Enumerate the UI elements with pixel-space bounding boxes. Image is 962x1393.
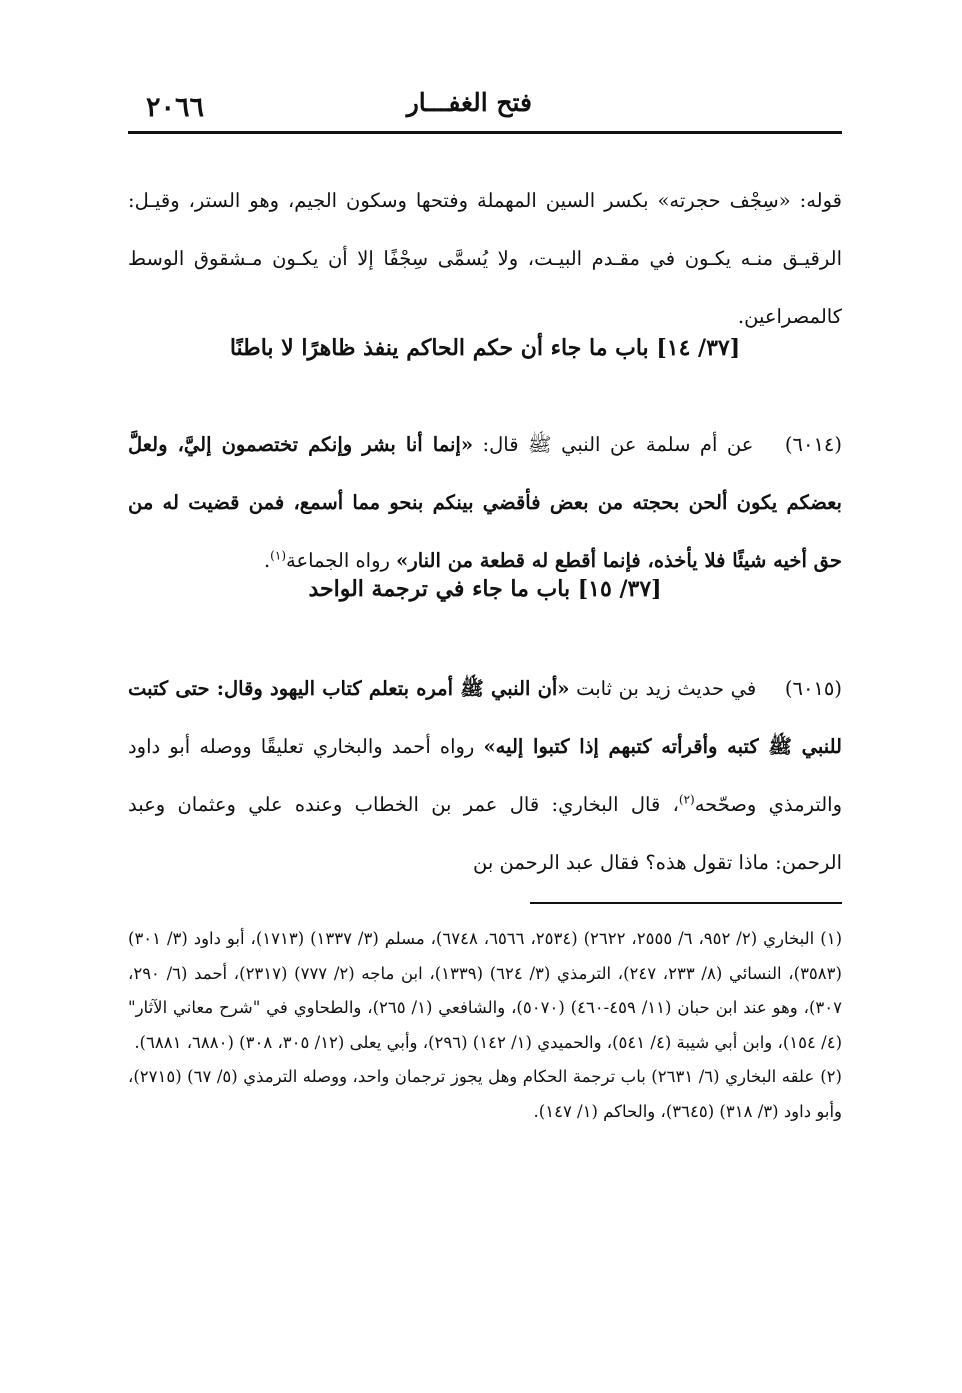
intro-paragraph: قوله: «سِجْف حجرته» بكسر السين المهملة وفتحها وسكون الجيم، وهو الستر، وقيـل: الرقيـق منـه يكـون في مقـدم البيـت، ولا يُسمَّى سِجْفًا إلا أن يكـون مـشقوق الوسط كالمصراعين.: [128, 188, 842, 328]
hadith-number: (٦٠١٥): [784, 676, 842, 700]
hadith-lead: عن أم سلمة عن النبي ﷺ قال:: [482, 432, 754, 456]
hadith-quote: «أن النبي ﷺ أمره بتعلم كتاب اليهود وقال: حتى كتبت للنبي ﷺ كتبه وأقرأته كتبهم إذا كتبوا إليه»: [128, 676, 842, 758]
footnote-text: البخاري (٢/ ٩٥٢، ٦/ ٢٥٥٥، ٢٦٢٢) (٢٥٣٤، ٦٥٦٦، ٦٧٤٨)، مسلم (٣/ ١٣٣٧) (١٧١٣)، أبو داود (٣/ ٣٠١) (٣٥٨٣)، النسائي (٨/ ٢٣٣، ٢٤٧)، الترمذي (٣/ ٦٢٤) (١٣٣٩)، ابن ماجه (٢/ ٧٧٧) (٢٣١٧)، أحمد (٦/ ٢٩٠، ٣٠٧)، وهو عند ابن حبان (١١/ ٤٥٩-٤٦٠) (٥٠٧٠)، والشافعي (١/ ٢٦٥)، والطحاوي في "شرح معاني الآثار" (٤/ ١٥٤)، وابن أبي شيبة (٤/ ٥٤١)، والحميدي (١/ ١٤٢) (٢٩٦)، وأبي يعلى (١٢/ ٣٠٥، ٣٠٨) (٦٨٨٠، ٦٨٨١).: [128, 929, 842, 1052]
footnote-text: علقه البخاري (٦/ ٢٦٣١) باب ترجمة الحكام وهل يجوز ترجمان واحد، ووصله الترمذي (٥/ ٦٧) (٢٧١٥)، وأبو داود (٣/ ٣١٨) (٣٦٤٥)، والحاكم (١/ ١٤٧).: [128, 1067, 842, 1121]
header-rule: [128, 131, 842, 134]
hadith-6014: (٦٠١٤) عن أم سلمة عن النبي ﷺ قال: «إنما أنا بشر وإنكم تختصمون إليَّ، ولعلَّ بعضكم يكون ألحن بحجته من بعض فأقضي بينكم بنحو مما أسمع، فمن قضيت له من حق أخيه شيئًا فلا يأخذه، فإنما أقطع له قطعة من النار» رواه الجماعة$^{(١)}$.: [128, 432, 843, 572]
page-number: ٢٠٦٦: [146, 92, 205, 123]
hadith-number: (٦٠١٤): [784, 432, 843, 456]
footnotes: [128, 922, 842, 1129]
footnote-number: (١): [820, 929, 843, 948]
hadith-6015: [128, 660, 842, 892]
footnote-ref-2[interactable]: (٢): [678, 792, 695, 806]
book-title: فتح الغفـــار: [406, 88, 532, 117]
hadith-quote: «إنما أنا بشر وإنكم تختصمون إليَّ، ولعلَّ بعضكم يكون ألحن بحجته من بعض فأقضي بينكم بنحو مما أسمع، فمن قضيت له من حق أخيه شيئًا فلا يأخذه، فإنما أقطع له قطعة من النار»: [128, 432, 842, 572]
footnote-ref-1[interactable]: (١): [270, 548, 286, 562]
hadith-continuation: ، قال البخاري: قال عمر بن الخطاب وعنده علي وعثمان وعبد الرحمن: ماذا تقول هذه؟ فقال عبد الرحمن بن: [128, 792, 842, 874]
footnote-1: [128, 922, 842, 1060]
footnote-number: (٢): [820, 1067, 842, 1086]
chapter-heading-14: [٣٧/ ١٤] باب ما جاء أن حكم الحاكم ينفذ ظاهرًا لا باطنًا: [229, 335, 741, 361]
footnote-separator: [530, 902, 842, 904]
hadith-lead: في حديث زيد بن ثابت: [576, 676, 757, 700]
running-header: [128, 86, 842, 132]
hadith-tail: رواه أحمد والبخاري تعليقًا ووصله أبو داود والترمذي وصحّحه: [128, 734, 843, 816]
chapter-heading-15: [٣٧/ ١٥] باب ما جاء في ترجمة الواحد: [308, 576, 662, 602]
footnote-2: [128, 1060, 842, 1129]
hadith-tail: رواه الجماعة: [286, 548, 390, 572]
